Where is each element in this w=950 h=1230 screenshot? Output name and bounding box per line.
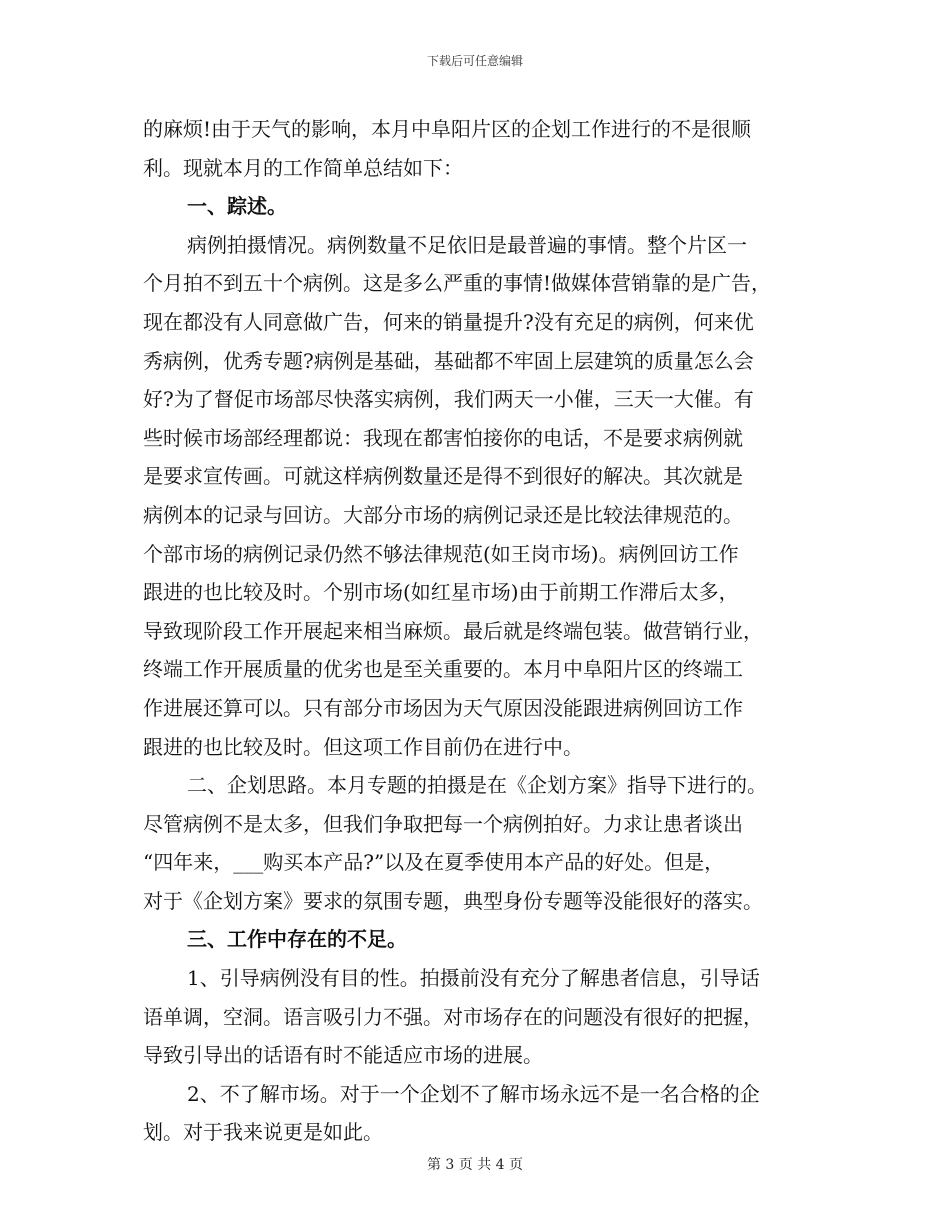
text-line: 利。现就本月的工作简单总结如下： <box>143 155 463 180</box>
text-line: 病例本的记录与回访。大部分市场的病例记录还是比较法律规范的。 <box>143 502 743 527</box>
text-line: 些时候市场部经理都说：我现在都害怕接你的电话，不是要求病例就 <box>143 425 743 450</box>
section-heading: 一、踪述。 <box>187 194 287 219</box>
text-line: 二、企划思路。本月专题的拍摄是在《企划方案》指导下进行的。 <box>187 773 767 798</box>
text-line: 病例拍摄情况。病例数量不足依旧是最普遍的事情。整个片区一 <box>187 232 747 257</box>
text-line: 导致引导出的话语有时不能适应市场的进展。 <box>143 1043 543 1068</box>
text-line: 2、不了解市场。对于一个企划不了解市场永远不是一名合格的企 <box>187 1081 760 1106</box>
text-line: 跟进的也比较及时。但这项工作目前仍在进行中。 <box>143 734 583 759</box>
document-body <box>143 110 823 1152</box>
text-line: 现在都没有人同意做广告，何来的销量提升?没有充足的病例，何来优 <box>143 309 754 334</box>
text-line: 秀病例，优秀专题?病例是基础，基础都不牢固上层建筑的质量怎么会 <box>143 348 754 373</box>
text-line: 划。对于我来说更是如此。 <box>143 1120 383 1145</box>
text-line: 跟进的也比较及时。个别市场(如红星市场)由于前期工作滞后太多， <box>143 580 739 605</box>
text-line: 是要求宣传画。可就这样病例数量还是得不到很好的解决。其次就是 <box>143 464 743 489</box>
text-line: 个月拍不到五十个病例。这是多么严重的事情!做媒体营销靠的是广告， <box>143 271 772 296</box>
text-line: 的麻烦!由于天气的影响，本月中阜阳片区的企划工作进行的不是很顺 <box>143 117 752 141</box>
text-line: “四年来，___购买本产品?”以及在夏季使用本产品的好处。但是， <box>143 850 725 875</box>
text-line: 终端工作开展质量的优劣也是至关重要的。本月中阜阳片区的终端工 <box>143 657 743 682</box>
text-line: 尽管病例不是太多，但我们争取把每一个病例拍好。力求让患者谈出 <box>143 811 743 836</box>
text-line: 对于《企划方案》要求的氛围专题，典型身份专题等没能很好的落实。 <box>143 888 763 913</box>
text-line: 作进展还算可以。只有部分市场因为天气原因没能跟进病例回访工作 <box>143 695 743 720</box>
text-line: 1、引导病例没有目的性。拍摄前没有充分了解患者信息，引导话 <box>187 966 760 991</box>
page-header: 下载后可任意编辑 <box>426 54 523 68</box>
text-line: 导致现阶段工作开展起来相当麻烦。最后就是终端包装。做营销行业， <box>143 618 763 643</box>
text-line: 个部市场的病例记录仍然不够法律规范(如王岗市场)。病例回访工作 <box>143 541 739 566</box>
page-number-footer: 第 3 页 共 4 页 <box>426 1157 524 1173</box>
section-heading: 三、工作中存在的不足。 <box>187 927 407 952</box>
text-line: 好?为了督促市场部尽快落实病例，我们两天一小催，三天一大催。有 <box>143 387 754 412</box>
text-line: 语单调，空洞。语言吸引力不强。对市场存在的问题没有很好的把握， <box>143 1004 763 1029</box>
